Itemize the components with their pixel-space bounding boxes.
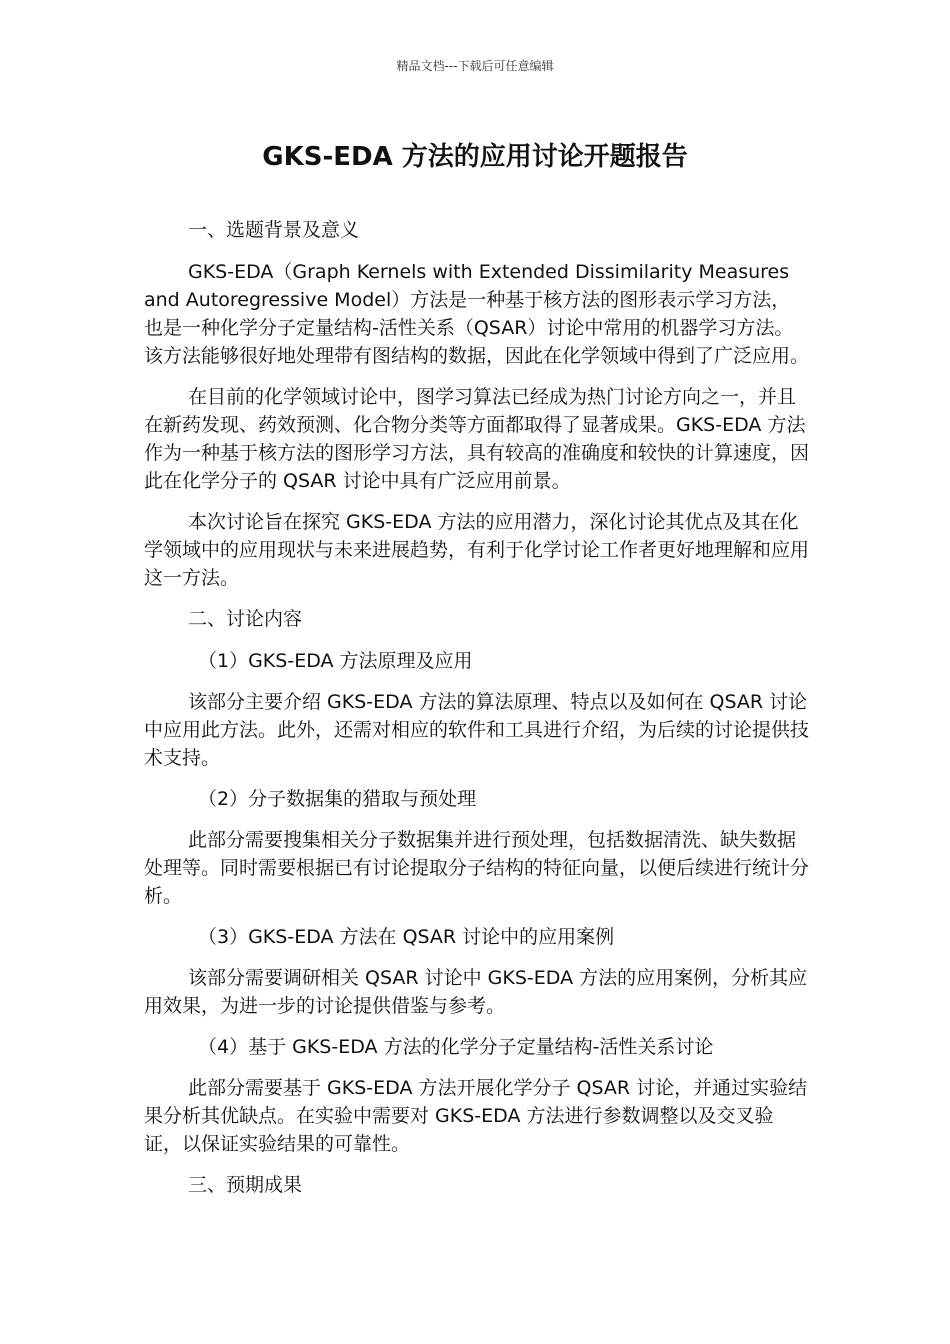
section-heading-background: 一、选题背景及意义 bbox=[188, 219, 360, 241]
paragraph-intro: GKS-EDA（Graph Kernels with Extended Dissimilarity Measures and Autoregressive Model）方法是一种基于核方法的图形表示学习方法，也是一种化学分子定量结构-活性关系（QSAR）讨论中常用的机器学习方法。该方法能够很好地处理带有图结构的数据，因此在化学领域中得到了广泛应用。 bbox=[144, 261, 810, 367]
paragraph-qsar-study: 此部分需要基于 GKS-EDA 方法开展化学分子 QSAR 讨论，并通过实验结果分析其优缺点。在实验中需要对 GKS-EDA 方法进行参数调整以及交叉验证，以保证实验结果的可靠性。 bbox=[144, 1077, 808, 1155]
document-title: GKS-EDA 方法的应用讨论开题报告 bbox=[262, 142, 688, 172]
paragraph-current-research: 在目前的化学领域讨论中，图学习算法已经成为热门讨论方向之一，并且在新药发现、药效预测、化合物分类等方面都取得了显著成果。GKS-EDA 方法作为一种基于核方法的图形学习方法，具有较高的准确度和较快的计算速度，因此在化学分子的 QSAR 讨论中具有广泛应用前景。 bbox=[144, 386, 810, 492]
section-heading-expected-results: 三、预期成果 bbox=[188, 1174, 303, 1196]
paragraph-cases: 该部分需要调研相关 QSAR 讨论中 GKS-EDA 方法的应用案例，分析其应用效果，为进一步的讨论提供借鉴与参考。 bbox=[144, 967, 808, 1017]
subheading-cases: （3）GKS-EDA 方法在 QSAR 讨论中的应用案例 bbox=[198, 926, 615, 948]
paragraph-principle: 该部分主要介绍 GKS-EDA 方法的算法原理、特点以及如何在 QSAR 讨论中应用此方法。此外，还需对相应的软件和工具进行介绍，为后续的讨论提供技术支持。 bbox=[144, 691, 810, 769]
subheading-qsar-study: （4）基于 GKS-EDA 方法的化学分子定量结构-活性关系讨论 bbox=[198, 1036, 714, 1058]
section-heading-content: 二、讨论内容 bbox=[188, 608, 303, 630]
page-header: 精品文档---下载后可任意编辑 bbox=[396, 59, 554, 73]
paragraph-dataset: 此部分需要搜集相关分子数据集并进行预处理，包括数据清洗、缺失数据处理等。同时需要根据已有讨论提取分子结构的特征向量，以便后续进行统计分析。 bbox=[144, 829, 810, 907]
subheading-principle: （1）GKS-EDA 方法原理及应用 bbox=[198, 650, 473, 672]
subheading-dataset: （2）分子数据集的猎取与预处理 bbox=[198, 788, 477, 810]
document-body bbox=[144, 216, 809, 1213]
paragraph-purpose: 本次讨论旨在探究 GKS-EDA 方法的应用潜力，深化讨论其优点及其在化学领域中的应用现状与未来进展趋势，有利于化学讨论工作者更好地理解和应用这一方法。 bbox=[144, 511, 810, 589]
